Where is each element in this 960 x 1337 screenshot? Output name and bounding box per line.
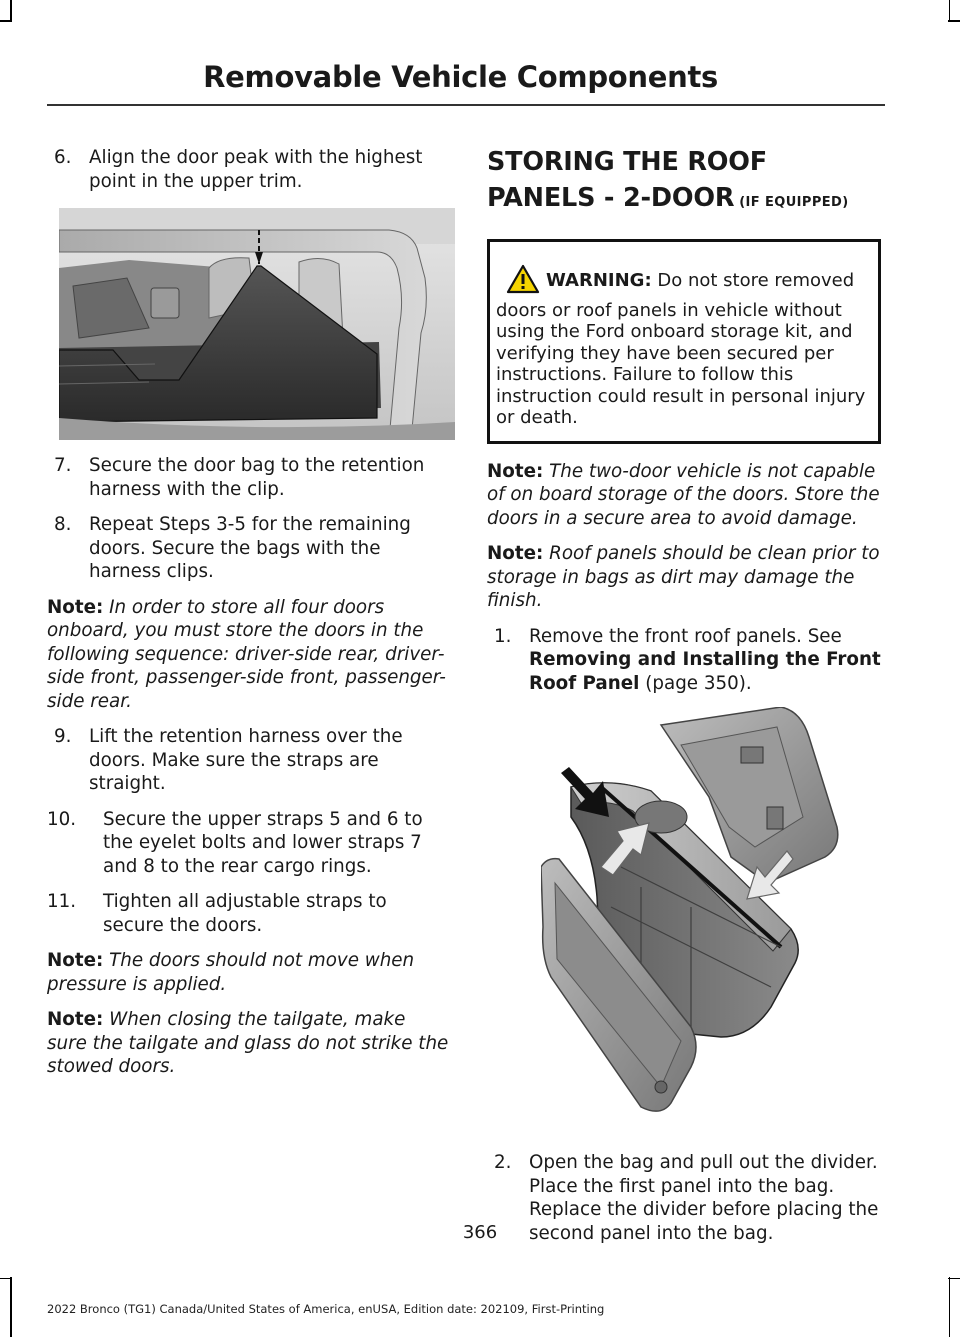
step-text: Secure the upper straps 5 and 6 to the eyelet bolts and lower straps 7 and 8 to the rear cargo rings. — [103, 808, 423, 877]
heading-equipped: (IF EQUIPPED) — [734, 195, 849, 210]
section-heading — [487, 144, 881, 221]
note-doors-pressure — [47, 949, 449, 996]
step-number: 2. — [494, 1152, 512, 1173]
step-text: Repeat Steps 3-5 for the remaining doors. Secure the bags with the harness clips. — [89, 514, 411, 582]
step-10 — [47, 808, 449, 879]
step-1 — [487, 625, 881, 696]
warning-label: WARNING: — [546, 270, 652, 291]
note-text: The two-door vehicle is not capable of on board storage of the doors. Store the doors in a secure area to avoid damage. — [487, 460, 880, 529]
step-number: 9. — [54, 726, 72, 747]
step-7 — [47, 454, 449, 501]
warning-text: Do not store removed doors or roof panels in vehicle without using the Ford onboard storage kit, and verifying they have been secured per instructions. Failure to follow this instruction could result in personal injury or death. — [496, 270, 866, 428]
header-divider — [47, 104, 885, 106]
page-number: 366 — [462, 1222, 498, 1243]
warning-box — [487, 239, 881, 444]
arrow-icon — [561, 767, 609, 817]
page-header-title: Removable Vehicle Components — [203, 60, 718, 94]
note-text: The doors should not move when pressure is applied. — [47, 950, 415, 995]
crop-mark — [949, 1277, 951, 1337]
door-bag-illustration — [59, 208, 455, 440]
step-text: Remove the front roof panels. See — [529, 625, 842, 647]
note-label: Note: — [47, 950, 104, 971]
step-9 — [47, 725, 449, 796]
crop-mark — [10, 0, 12, 22]
step-number: 1. — [494, 625, 512, 647]
crop-mark — [948, 20, 960, 22]
left-column — [47, 146, 449, 1091]
step-text: Lift the retention harness over the doors. Make sure the straps are straight. — [89, 726, 403, 794]
crop-mark — [10, 1277, 12, 1337]
crop-mark — [0, 20, 12, 22]
step-number: 7. — [54, 455, 72, 476]
note-label: Note: — [47, 596, 104, 618]
crop-mark — [0, 1278, 12, 1280]
step-number: 11. — [47, 891, 77, 912]
crop-mark — [949, 0, 951, 22]
footer-edition: 2022 Bronco (TG1) Canada/United States of America, enUSA, Edition date: 202109, First-Printing — [47, 1302, 605, 1316]
step-text: Align the door peak with the highest point in the upper trim. — [89, 147, 423, 192]
note-label: Note: — [47, 1009, 104, 1030]
heading-main: STORING THE ROOF PANELS - 2-DOOR — [487, 147, 767, 213]
step-text: Tighten all adjustable straps to secure the doors. — [103, 891, 387, 936]
note-tailgate — [47, 1008, 449, 1079]
step-number: 8. — [54, 514, 72, 535]
steps-7-8 — [47, 454, 449, 584]
step-text: Open the bag and pull out the divider. Place the first panel into the bag. Replace the divider before placing the second panel into the bag. — [529, 1152, 879, 1244]
note-clean-panels — [487, 542, 881, 613]
roof-panel-bag-illustration — [541, 707, 841, 1127]
warning-triangle-icon — [506, 264, 540, 300]
step-11 — [47, 890, 449, 937]
crop-mark — [948, 1278, 960, 1280]
note-text: When closing the tailgate, make sure the tailgate and glass do not strike the stowed doors. — [47, 1009, 449, 1077]
cross-reference-link[interactable]: Removing and Installing the Front Roof Panel — [529, 649, 881, 694]
note-text: In order to store all four doors onboard, you must store the doors in the following sequence: driver-side rear, driver-side front, passenger-side front, passenger-side rear. — [47, 596, 446, 712]
note-label: Note: — [487, 543, 544, 564]
note-label: Note: — [487, 460, 544, 482]
step-text: Secure the door bag to the retention harness with the clip. — [89, 455, 425, 500]
page-reference: (page 350). — [639, 672, 752, 694]
step-number: 10. — [47, 808, 77, 830]
note-text: Roof panels should be clean prior to storage in bags as dirt may damage the finish. — [487, 543, 880, 611]
right-column — [487, 146, 881, 1257]
step-8 — [47, 513, 449, 584]
note-store-sequence — [47, 596, 449, 714]
step-6 — [47, 146, 449, 193]
note-two-door — [487, 460, 881, 531]
step-number: 6. — [54, 147, 72, 168]
